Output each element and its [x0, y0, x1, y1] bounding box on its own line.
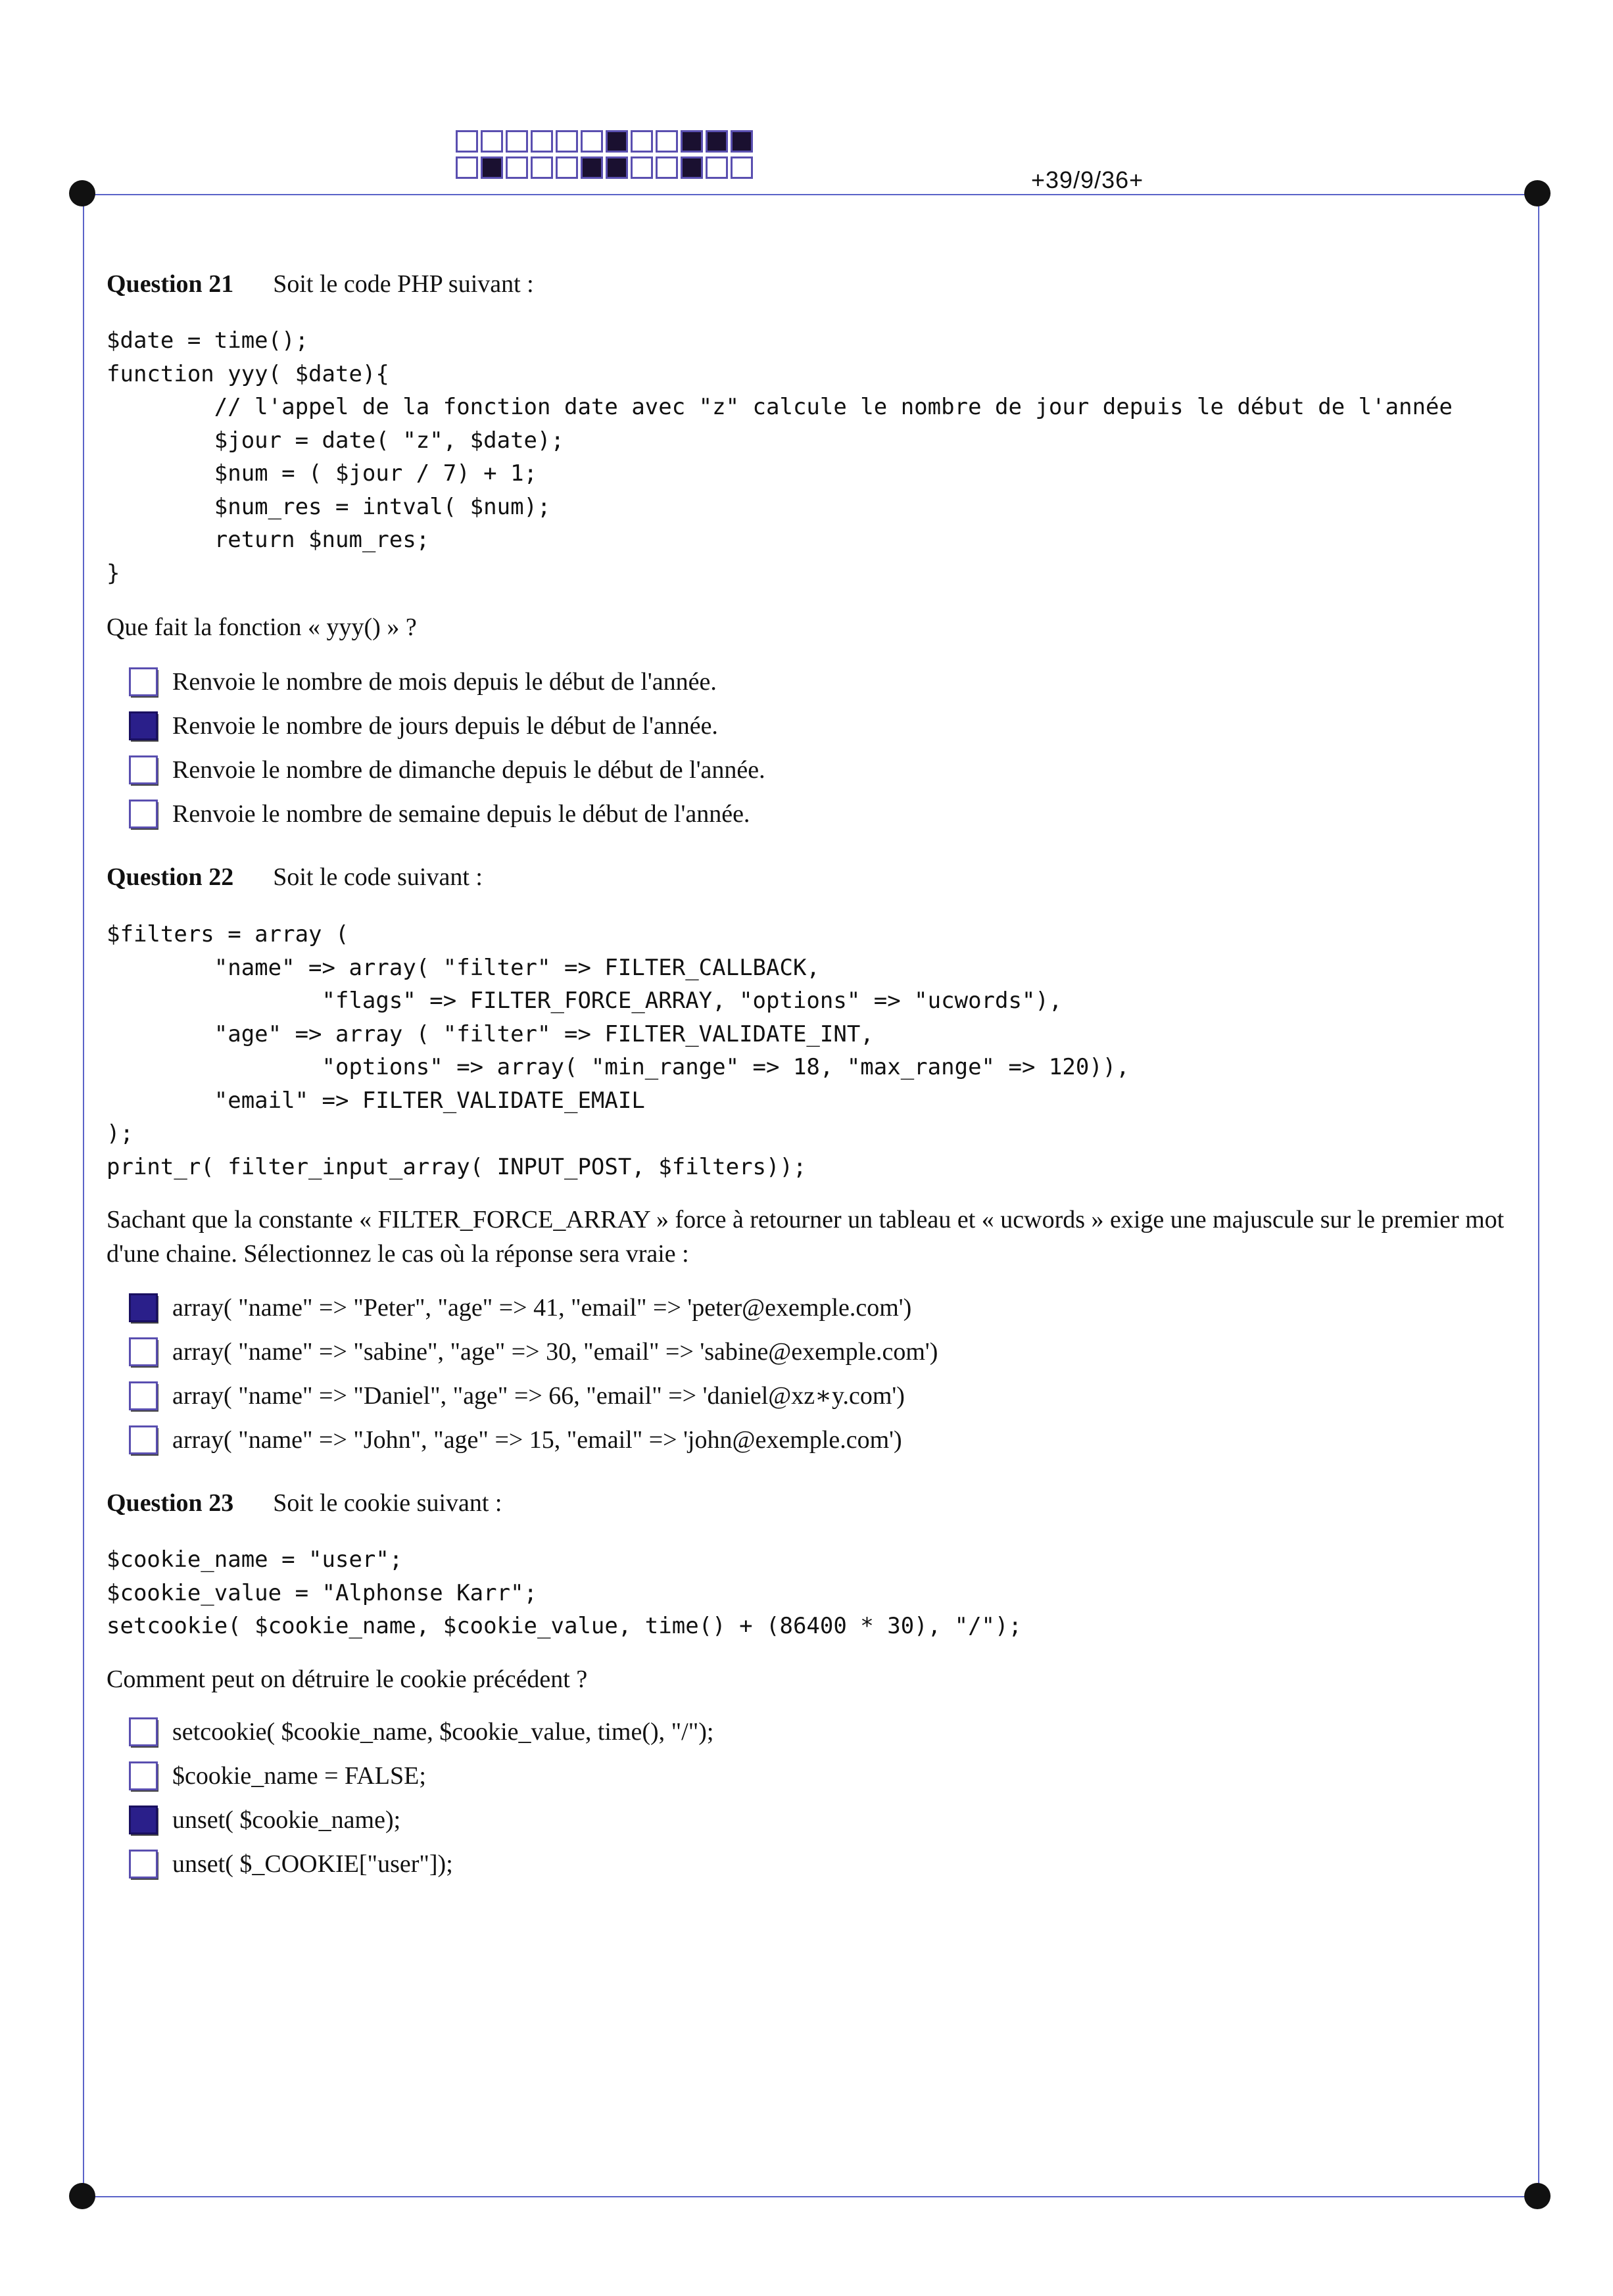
barcode-cell [556, 156, 578, 179]
frame-left [83, 194, 84, 2196]
code-block: $date = time(); function yyy( $date){ // l'appel de la fonction date avec "z" calcule le nombre de jour depuis le début de l'année $jour = date( "z", $date); $num = ( $jour / 7) + 1; $num_res = intval( $num); return $num_res; } [107, 327, 1453, 586]
checked-checkbox[interactable] [129, 1293, 158, 1322]
question-23-title [107, 1489, 502, 1518]
barcode-cell [606, 130, 628, 153]
answer-option[interactable] [129, 1710, 713, 1754]
answer-option[interactable] [129, 1374, 938, 1418]
barcode-cell [531, 156, 553, 179]
answer-text: array( "name" => "Daniel", "age" => 66, "email" => 'daniel@xz∗y.com') [172, 1382, 905, 1410]
answer-text: Renvoie le nombre de mois depuis le début de l'année. [172, 667, 717, 696]
barcode-cell [731, 130, 753, 153]
corner-mark-bottom-left [69, 2183, 95, 2209]
barcode-cell [556, 130, 578, 153]
answer-option[interactable] [129, 1418, 938, 1462]
frame-bottom [89, 2196, 1535, 2197]
question-label: Question 21 [107, 270, 234, 298]
barcode-cell [631, 130, 653, 153]
frame-top [89, 194, 1535, 195]
answer-text: setcookie( $cookie_name, $cookie_value, time(), "/"); [172, 1717, 714, 1746]
checkbox[interactable] [129, 1850, 158, 1878]
answer-option[interactable] [129, 1842, 713, 1886]
corner-mark-top-left [69, 180, 95, 206]
barcode-cell [506, 130, 528, 153]
answer-list [129, 1710, 713, 1886]
answer-option[interactable] [129, 1754, 713, 1798]
checked-checkbox[interactable] [129, 711, 158, 740]
question-label: Question 22 [107, 863, 234, 891]
code-block: $filters = array ( "name" => array( "filter" => FILTER_CALLBACK, "flags" => FILTER_FORCE_ARRAY, "options" => "ucwords"), "age" => array ( "filter" => FILTER_VALIDATE_INT, "options" => array( "min_range" => 18, "max_range" => 120)), "email" => FILTER_VALIDATE_EMAIL ); print_r( filter_input_array( INPUT_POST, $filters)); [107, 921, 1130, 1180]
question-prompt: Que fait la fonction « yyy() » ? [107, 613, 417, 641]
barcode-cell [681, 130, 703, 153]
barcode-cell [506, 156, 528, 179]
question-prompt: Comment peut on détruire le cookie précédent ? [107, 1665, 588, 1693]
barcode-cell [731, 156, 753, 179]
barcode-cell [481, 130, 503, 153]
answer-list [129, 659, 765, 836]
barcode-cell [481, 156, 503, 179]
answer-text: unset( $_COOKIE["user"]); [172, 1850, 453, 1878]
answer-text: array( "name" => "John", "age" => 15, "email" => 'john@exemple.com') [172, 1425, 902, 1454]
answer-option[interactable] [129, 1798, 713, 1842]
barcode-cell [581, 156, 603, 179]
answer-list [129, 1285, 938, 1462]
page-id-code: +39/9/36+ [1031, 166, 1144, 193]
checkbox[interactable] [129, 1381, 158, 1410]
checkbox[interactable] [129, 1761, 158, 1790]
question-intro: Soit le code PHP suivant : [273, 270, 534, 298]
question-22-title [107, 863, 483, 892]
answer-text: array( "name" => "sabine", "age" => 30, "email" => 'sabine@exemple.com') [172, 1337, 938, 1366]
checkbox[interactable] [129, 755, 158, 784]
question-21-title [107, 270, 534, 299]
answer-text: Renvoie le nombre de jours depuis le début de l'année. [172, 711, 718, 740]
corner-mark-top-right [1524, 180, 1551, 206]
barcode-cell [606, 156, 628, 179]
barcode-row [456, 130, 756, 153]
barcode-cell [581, 130, 603, 153]
checkbox[interactable] [129, 1717, 158, 1746]
checked-checkbox[interactable] [129, 1806, 158, 1834]
corner-mark-bottom-right [1524, 2183, 1551, 2209]
barcode-row [456, 156, 756, 179]
answer-option[interactable] [129, 792, 765, 836]
barcode-cell [631, 156, 653, 179]
barcode-cell [531, 130, 553, 153]
checkbox[interactable] [129, 800, 158, 828]
barcode-cell [706, 130, 728, 153]
checkbox[interactable] [129, 667, 158, 696]
code-block: $cookie_name = "user"; $cookie_value = "Alphonse Karr"; setcookie( $cookie_name, $cookie_value, time() + (86400 * 30), "/"); [107, 1546, 1022, 1639]
question-intro: Soit le cookie suivant : [273, 1489, 502, 1517]
answer-option[interactable] [129, 1329, 938, 1374]
answer-text: Renvoie le nombre de dimanche depuis le début de l'année. [172, 755, 765, 784]
barcode-cell [456, 130, 478, 153]
barcode-cell [656, 130, 678, 153]
question-label: Question 23 [107, 1489, 234, 1517]
answer-text: Renvoie le nombre de semaine depuis le début de l'année. [172, 800, 750, 828]
answer-option[interactable] [129, 748, 765, 792]
question-intro: Soit le code suivant : [273, 863, 483, 891]
answer-option[interactable] [129, 659, 765, 704]
barcode-cell [706, 156, 728, 179]
checkbox[interactable] [129, 1425, 158, 1454]
frame-right [1538, 194, 1539, 2196]
barcode-cell [681, 156, 703, 179]
barcode-cell [656, 156, 678, 179]
barcode [456, 130, 756, 179]
answer-text: array( "name" => "Peter", "age" => 41, "email" => 'peter@exemple.com') [172, 1293, 912, 1322]
answer-text: unset( $cookie_name); [172, 1806, 401, 1834]
checkbox[interactable] [129, 1337, 158, 1366]
answer-text: $cookie_name = FALSE; [172, 1761, 426, 1790]
barcode-cell [456, 156, 478, 179]
question-prompt: Sachant que la constante « FILTER_FORCE_ARRAY » force à retourner un tableau et « ucwords » exige une majuscule sur le premier mot d'une chaine. Sélectionnez le cas où la réponse sera vraie : [107, 1206, 1505, 1268]
answer-option[interactable] [129, 704, 765, 748]
answer-option[interactable] [129, 1285, 938, 1329]
